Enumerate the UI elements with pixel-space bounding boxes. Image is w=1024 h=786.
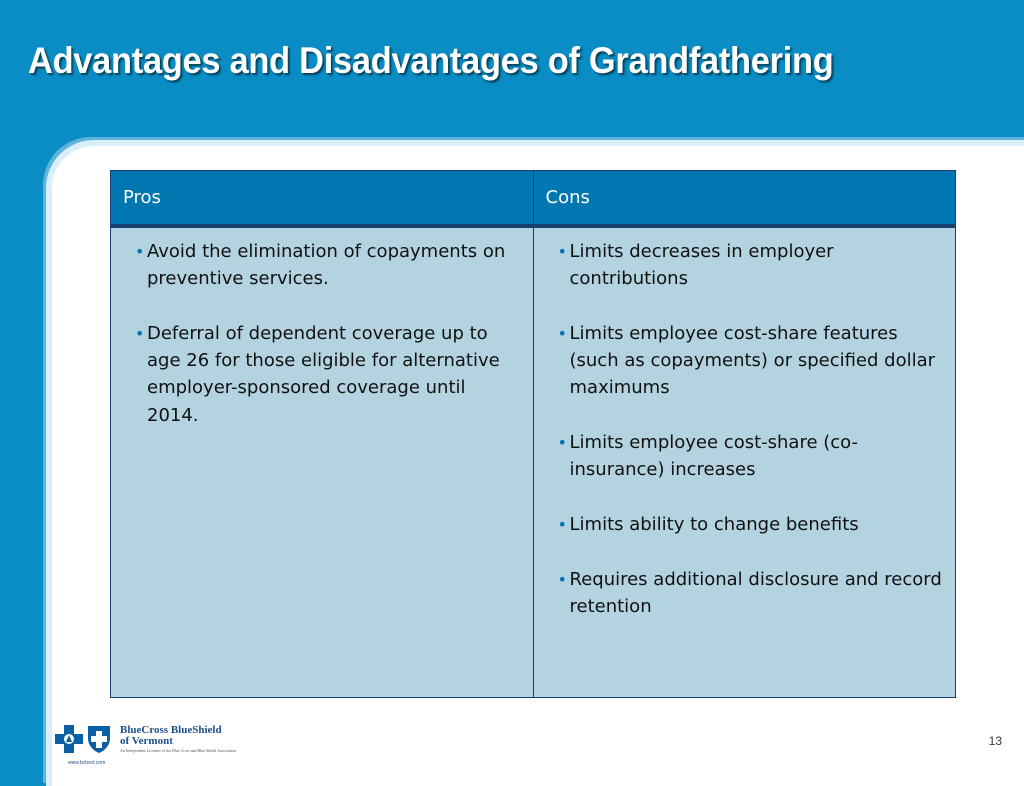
logo-tagline: An Independent Licensee of the Blue Cross and Blue Shield Association	[120, 748, 236, 753]
pros-column	[111, 228, 533, 697]
pros-item-text: Deferral of dependent coverage up to age 26 for those eligible for alternative employer-sponsored coverage until 2014.	[147, 322, 500, 426]
pros-header: Pros	[123, 187, 161, 208]
logo-url: www.bcbsvt.com	[68, 760, 106, 766]
list-item	[558, 566, 944, 621]
cons-column	[533, 228, 956, 697]
company-logo	[54, 724, 236, 766]
blue-shield-icon	[86, 724, 112, 754]
bullet-icon: •	[557, 569, 567, 589]
logo-name-line1: BlueCross BlueShield	[120, 724, 222, 736]
list-item	[558, 429, 944, 484]
cons-item-text: Limits ability to change benefits	[569, 513, 859, 535]
bullet-icon: •	[135, 323, 145, 343]
bullet-icon: •	[135, 242, 145, 261]
list-item	[135, 238, 521, 293]
logo-name-line2: of Vermont	[120, 735, 173, 747]
bullet-icon: •	[557, 514, 567, 534]
cons-item-text: Limits employee cost-share features (such as copayments) or specified dollar maximums	[569, 322, 936, 399]
list-item	[558, 511, 944, 538]
page-number: 13	[988, 734, 1002, 748]
cons-header: Cons	[533, 171, 956, 224]
list-item	[558, 238, 944, 293]
list-item	[135, 320, 521, 429]
table-header-row	[111, 171, 955, 228]
pros-cons-table	[110, 170, 956, 698]
slide-title: Advantages and Disadvantages of Grandfathering	[28, 40, 834, 81]
pros-item-text: Avoid the elimination of copayments on preventive services.	[147, 241, 506, 290]
cons-item-text: Requires additional disclosure and record retention	[569, 568, 942, 617]
bullet-icon: •	[557, 433, 567, 453]
bullet-icon: •	[557, 323, 567, 343]
blue-cross-icon	[54, 724, 84, 754]
cons-item-text: Limits decreases in employer contributions	[569, 241, 834, 290]
table-body-row	[111, 228, 955, 697]
list-item	[558, 320, 944, 402]
cons-item-text: Limits employee cost-share (co-insurance) increases	[569, 432, 859, 481]
bullet-icon: •	[557, 242, 567, 261]
